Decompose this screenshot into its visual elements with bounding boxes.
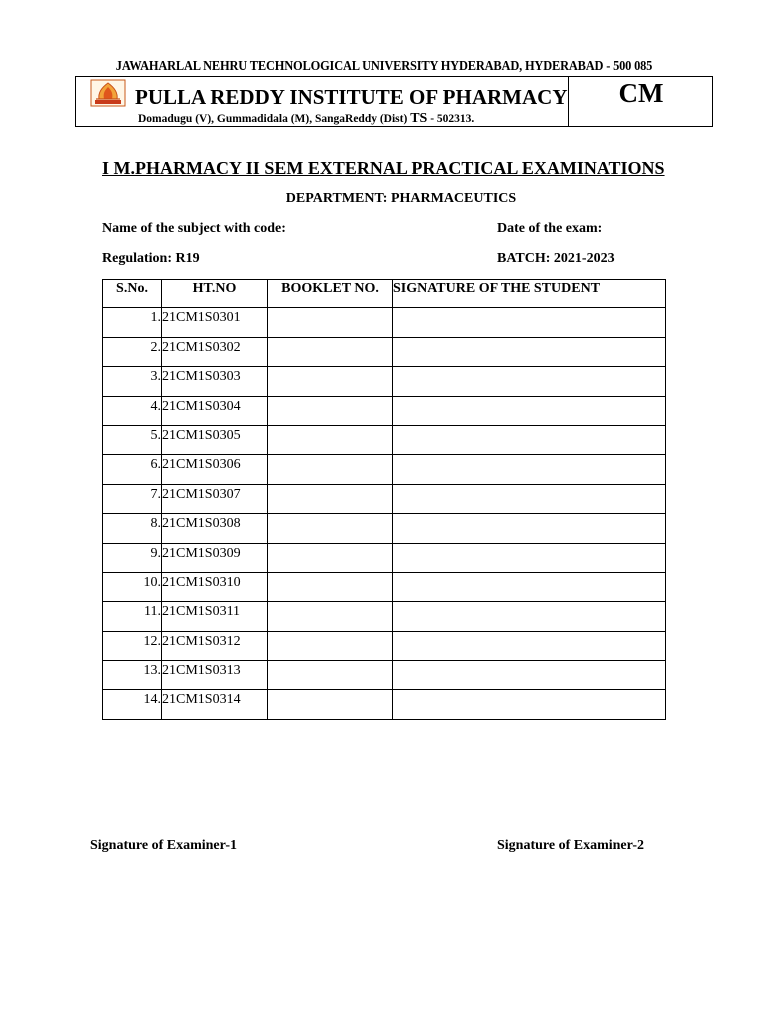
department-label: DEPARTMENT: PHARMACEUTICS — [285, 191, 517, 206]
row-signature-cell[interactable] — [393, 484, 666, 513]
row-signature-cell[interactable] — [393, 308, 666, 337]
row-signature-cell[interactable] — [393, 337, 666, 366]
address-main: Domadugu (V), Gummadidala (M), SangaReddy (Dist) — [138, 113, 411, 125]
row-sno: 14. — [103, 690, 162, 719]
row-signature-cell[interactable] — [393, 514, 666, 543]
row-booklet-cell[interactable] — [268, 572, 393, 601]
row-htno: 21CM1S0304 — [162, 396, 268, 425]
row-signature-cell[interactable] — [393, 690, 666, 719]
row-booklet-cell[interactable] — [268, 484, 393, 513]
table-row — [103, 337, 666, 366]
row-htno: 21CM1S0314 — [162, 690, 268, 719]
regulation-label: Regulation: R19 — [102, 251, 200, 266]
table-row — [103, 514, 666, 543]
row-signature-cell[interactable] — [393, 425, 666, 454]
batch-label: BATCH: 2021-2023 — [497, 251, 615, 266]
institute-emblem-icon — [90, 79, 126, 107]
row-htno: 21CM1S0306 — [162, 455, 268, 484]
attendance-table — [102, 279, 666, 720]
row-sno: 7. — [103, 484, 162, 513]
row-htno: 21CM1S0308 — [162, 514, 268, 543]
row-htno: 21CM1S0309 — [162, 543, 268, 572]
table-header-row — [103, 280, 666, 308]
examiner1-signature-label: Signature of Examiner-1 — [90, 838, 237, 853]
row-booklet-cell[interactable] — [268, 631, 393, 660]
row-sno: 6. — [103, 455, 162, 484]
exam-date-label: Date of the exam: — [497, 221, 603, 236]
row-booklet-cell[interactable] — [268, 455, 393, 484]
table-row — [103, 425, 666, 454]
row-signature-cell[interactable] — [393, 572, 666, 601]
table-row — [103, 661, 666, 690]
row-sno: 13. — [103, 661, 162, 690]
row-booklet-cell[interactable] — [268, 602, 393, 631]
table-row — [103, 631, 666, 660]
row-htno: 21CM1S0303 — [162, 367, 268, 396]
address-pin: - 502313. — [427, 113, 475, 125]
institute-name: PULLA REDDY INSTITUTE OF PHARMACY — [135, 85, 568, 109]
row-sno: 3. — [103, 367, 162, 396]
row-htno: 21CM1S0312 — [162, 631, 268, 660]
row-signature-cell[interactable] — [393, 661, 666, 690]
row-booklet-cell[interactable] — [268, 690, 393, 719]
header-booklet: BOOKLET NO. — [268, 280, 393, 308]
row-sno: 2. — [103, 337, 162, 366]
row-sno: 9. — [103, 543, 162, 572]
row-booklet-cell[interactable] — [268, 367, 393, 396]
table-row — [103, 455, 666, 484]
university-heading: JAWAHARLAL NEHRU TECHNOLOGICAL UNIVERSITY HYDERABAD, HYDERABAD - 500 085 — [115, 58, 653, 73]
subject-field-label: Name of the subject with code: — [102, 221, 286, 236]
row-booklet-cell[interactable] — [268, 308, 393, 337]
row-sno: 5. — [103, 425, 162, 454]
row-sno: 12. — [103, 631, 162, 660]
table-row — [103, 396, 666, 425]
table-row — [103, 690, 666, 719]
row-htno: 21CM1S0311 — [162, 602, 268, 631]
row-booklet-cell[interactable] — [268, 661, 393, 690]
row-signature-cell[interactable] — [393, 455, 666, 484]
table-body — [103, 308, 666, 719]
table-row — [103, 367, 666, 396]
table-row — [103, 484, 666, 513]
row-sno: 8. — [103, 514, 162, 543]
row-sno: 4. — [103, 396, 162, 425]
row-booklet-cell[interactable] — [268, 396, 393, 425]
row-sno: 11. — [103, 602, 162, 631]
table-row — [103, 543, 666, 572]
row-signature-cell[interactable] — [393, 396, 666, 425]
address-state: TS — [410, 111, 428, 126]
row-signature-cell[interactable] — [393, 543, 666, 572]
header-htno: HT.NO — [162, 280, 268, 308]
college-code: CM — [618, 78, 664, 108]
table-row — [103, 602, 666, 631]
row-signature-cell[interactable] — [393, 602, 666, 631]
header-signature: SIGNATURE OF THE STUDENT — [393, 280, 666, 308]
row-htno: 21CM1S0310 — [162, 572, 268, 601]
examiner2-signature-label: Signature of Examiner-2 — [497, 838, 644, 853]
header-sno: S.No. — [103, 280, 162, 308]
row-htno: 21CM1S0313 — [162, 661, 268, 690]
row-signature-cell[interactable] — [393, 367, 666, 396]
table-row — [103, 308, 666, 337]
table-row — [103, 572, 666, 601]
row-signature-cell[interactable] — [393, 631, 666, 660]
row-booklet-cell[interactable] — [268, 425, 393, 454]
row-htno: 21CM1S0301 — [162, 308, 268, 337]
row-htno: 21CM1S0302 — [162, 337, 268, 366]
institute-address — [138, 111, 474, 127]
row-booklet-cell[interactable] — [268, 337, 393, 366]
row-sno: 1. — [103, 308, 162, 337]
row-htno: 21CM1S0307 — [162, 484, 268, 513]
row-booklet-cell[interactable] — [268, 543, 393, 572]
exam-title: I M.PHARMACY II SEM EXTERNAL PRACTICAL EXAMINATIONS — [102, 158, 665, 178]
row-htno: 21CM1S0305 — [162, 425, 268, 454]
row-sno: 10. — [103, 572, 162, 601]
row-booklet-cell[interactable] — [268, 514, 393, 543]
